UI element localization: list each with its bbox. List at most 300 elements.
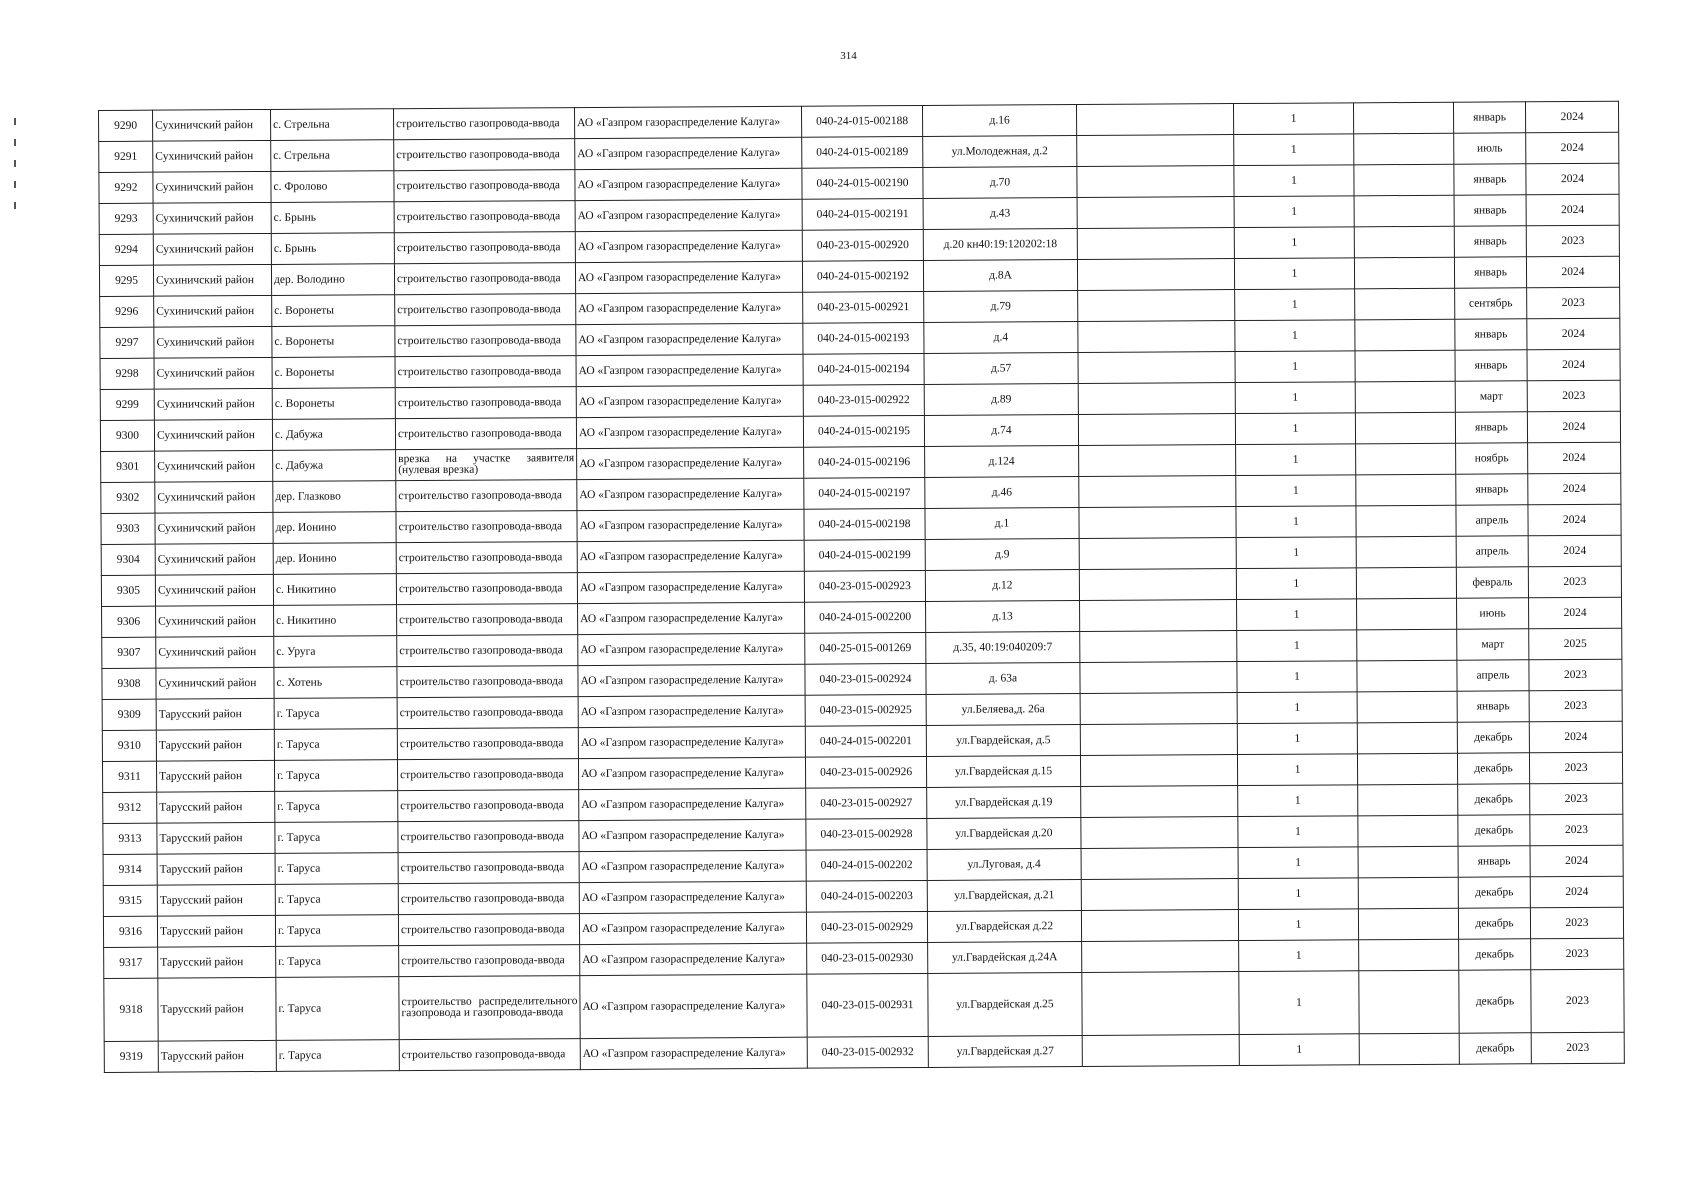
row-number: 9306 <box>102 606 156 637</box>
year-cell: 2025 <box>1529 628 1622 660</box>
year-cell: 2023 <box>1531 969 1624 1033</box>
district-cell: Тарусский район <box>158 1040 276 1072</box>
empty-cell <box>1357 722 1457 754</box>
object-code-cell: 040-23-015-002932 <box>807 1036 928 1068</box>
district-cell: Тарусский район <box>157 822 275 854</box>
year-cell: 2024 <box>1527 318 1620 350</box>
month-cell: январь <box>1454 164 1526 195</box>
district-cell: Сухиничский район <box>154 326 272 358</box>
registry-body <box>99 101 1625 1072</box>
district-cell: Сухиничский район <box>155 450 273 482</box>
district-cell: Сухиничский район <box>153 202 271 234</box>
locality-cell: г. Таруса <box>275 791 398 823</box>
scan-margin-marks <box>14 118 18 223</box>
district-cell: Тарусский район <box>156 729 274 761</box>
object-code-cell: 040-24-015-002200 <box>805 601 926 633</box>
year-cell: 2023 <box>1529 690 1622 722</box>
empty-cell <box>1359 1033 1459 1065</box>
organization-cell: АО «Газпром газораспределение Калуга» <box>577 571 804 603</box>
address-cell: д.13 <box>926 601 1080 633</box>
page-number: 314 <box>840 50 857 62</box>
address-cell: д.89 <box>924 384 1078 416</box>
work-type-cell: строительство газопровода-ввода <box>394 263 575 295</box>
empty-cell <box>1080 631 1237 663</box>
address-cell: ул.Беляева,д. 26а <box>926 694 1080 726</box>
work-type-cell: строительство газопровода-ввода <box>397 697 578 729</box>
empty-cell <box>1079 538 1236 570</box>
locality-cell: дер. Ионино <box>273 512 396 544</box>
organization-cell: АО «Газпром газораспределение Калуга» <box>576 292 803 324</box>
locality-cell: с. Дабужа <box>273 450 396 482</box>
address-cell: ул.Молодежная, д.2 <box>923 136 1077 168</box>
quantity-cell: 1 <box>1237 630 1357 662</box>
empty-cell <box>1078 352 1235 384</box>
work-type-cell: строительство газопровода-ввода <box>397 728 578 760</box>
object-code-cell: 040-24-015-002192 <box>802 260 923 292</box>
quantity-cell: 1 <box>1238 785 1358 817</box>
organization-cell: АО «Газпром газораспределение Калуга» <box>579 881 806 913</box>
empty-cell <box>1078 383 1235 415</box>
organization-cell: АО «Газпром газораспределение Калуга» <box>580 974 807 1038</box>
locality-cell: с. Дабужа <box>272 419 395 451</box>
locality-cell: с. Никитино <box>273 574 396 606</box>
work-type-cell: строительство газопровода-ввода <box>396 573 577 605</box>
quantity-cell: 1 <box>1235 320 1355 352</box>
object-code-cell: 040-23-015-002930 <box>807 942 928 974</box>
empty-cell <box>1358 877 1458 909</box>
row-number: 9314 <box>103 854 157 885</box>
address-cell: д.124 <box>925 446 1079 478</box>
organization-cell: АО «Газпром газораспределение Калуга» <box>576 323 803 355</box>
empty-cell <box>1081 879 1238 911</box>
work-type-cell: строительство газопровода-ввода <box>397 666 578 698</box>
table-row <box>104 969 1624 1041</box>
empty-cell <box>1078 321 1235 353</box>
work-type-cell: строительство газопровода-ввода <box>396 542 577 574</box>
year-cell: 2024 <box>1528 504 1621 536</box>
month-cell: ноябрь <box>1456 443 1528 474</box>
empty-cell <box>1077 135 1234 167</box>
empty-cell <box>1081 786 1238 818</box>
work-type-cell: строительство газопровода-ввода <box>398 790 579 822</box>
organization-cell: АО «Газпром газораспределение Калуга» <box>579 788 806 820</box>
address-cell: д.9 <box>925 539 1079 571</box>
district-cell: Сухиничский район <box>153 264 271 296</box>
locality-cell: с. Воронеты <box>272 326 395 358</box>
object-code-cell: 040-23-015-002921 <box>803 291 924 323</box>
object-code-cell: 040-23-015-002926 <box>805 756 926 788</box>
work-type-cell: строительство распределительного газопровода и газопровода-ввода <box>399 976 580 1040</box>
organization-cell: АО «Газпром газораспределение Калуга» <box>579 819 806 851</box>
empty-cell <box>1080 600 1237 632</box>
address-cell: ул.Гвардейская д.20 <box>927 818 1081 850</box>
quantity-cell: 1 <box>1235 351 1355 383</box>
locality-cell: г. Таруса <box>276 946 399 978</box>
quantity-cell: 1 <box>1237 661 1357 693</box>
locality-cell: дер. Глазково <box>273 481 396 513</box>
locality-cell: г. Таруса <box>276 977 399 1041</box>
month-cell: декабрь <box>1458 815 1530 846</box>
object-code-cell: 040-23-015-002931 <box>807 973 928 1037</box>
quantity-cell: 1 <box>1239 971 1359 1035</box>
organization-cell: АО «Газпром газораспределение Калуга» <box>577 478 804 510</box>
year-cell: 2024 <box>1529 721 1622 753</box>
empty-cell <box>1082 972 1239 1036</box>
month-cell: декабрь <box>1458 784 1530 815</box>
organization-cell: АО «Газпром газораспределение Калуга» <box>577 509 804 541</box>
work-type-cell: строительство газопровода-ввода <box>395 387 576 419</box>
empty-cell <box>1354 133 1454 165</box>
year-cell: 2024 <box>1528 473 1621 505</box>
object-code-cell: 040-24-015-002189 <box>802 136 923 168</box>
address-cell: ул.Гвардейская д.15 <box>926 756 1080 788</box>
district-cell: Сухиничский район <box>154 419 272 451</box>
empty-cell <box>1079 476 1236 508</box>
empty-cell <box>1356 443 1456 475</box>
empty-cell <box>1077 166 1234 198</box>
organization-cell: АО «Газпром газораспределение Калуга» <box>580 943 807 975</box>
address-cell: д.35, 40:19:040209:7 <box>926 632 1080 664</box>
address-cell: ул.Луговая, д.4 <box>927 849 1081 881</box>
row-number: 9311 <box>102 761 156 792</box>
empty-cell <box>1080 755 1237 787</box>
district-cell: Тарусский район <box>156 698 274 730</box>
empty-cell <box>1078 414 1235 446</box>
empty-cell <box>1355 412 1455 444</box>
empty-cell <box>1081 910 1238 942</box>
quantity-cell: 1 <box>1234 165 1354 197</box>
organization-cell: АО «Газпром газораспределение Калуга» <box>576 354 803 386</box>
month-cell: январь <box>1458 846 1530 877</box>
year-cell: 2023 <box>1530 783 1623 815</box>
month-cell: декабрь <box>1459 1033 1531 1064</box>
work-type-cell: строительство газопровода-ввода <box>395 356 576 388</box>
row-number: 9315 <box>103 885 157 916</box>
empty-cell <box>1082 1035 1239 1067</box>
district-cell: Сухиничский район <box>153 171 271 203</box>
month-cell: сентябрь <box>1455 288 1527 319</box>
work-type-cell: строительство газопровода-ввода <box>399 945 580 977</box>
row-number: 9305 <box>101 575 155 606</box>
work-type-cell: строительство газопровода-ввода <box>394 201 575 233</box>
year-cell: 2023 <box>1529 752 1622 784</box>
district-cell: Сухиничский район <box>156 605 274 637</box>
district-cell: Сухиничский район <box>153 109 271 141</box>
object-code-cell: 040-24-015-002201 <box>805 725 926 757</box>
row-number: 9300 <box>100 420 154 451</box>
empty-cell <box>1077 228 1234 260</box>
locality-cell: с. Брынь <box>271 202 394 234</box>
row-number: 9295 <box>99 265 153 296</box>
empty-cell <box>1082 941 1239 973</box>
address-cell: д.20 кн40:19:120202:18 <box>923 229 1077 261</box>
year-cell: 2024 <box>1527 349 1620 381</box>
month-cell: декабрь <box>1457 753 1529 784</box>
organization-cell: АО «Газпром газораспределение Калуга» <box>578 602 805 634</box>
row-number: 9309 <box>102 699 156 730</box>
organization-cell: АО «Газпром газораспределение Калуга» <box>578 757 805 789</box>
district-cell: Сухиничский район <box>155 512 273 544</box>
empty-cell <box>1357 660 1457 692</box>
object-code-cell: 040-23-015-002922 <box>803 384 924 416</box>
object-code-cell: 040-24-015-002197 <box>804 477 925 509</box>
work-type-cell: строительство газопровода-ввода <box>396 511 577 543</box>
month-cell: январь <box>1455 350 1527 381</box>
row-number: 9297 <box>100 327 154 358</box>
locality-cell: с. Стрельна <box>271 140 394 172</box>
quantity-cell: 1 <box>1234 258 1354 290</box>
address-cell: ул.Гвардейская д.22 <box>927 911 1081 943</box>
empty-cell <box>1356 536 1456 568</box>
year-cell: 2023 <box>1527 287 1620 319</box>
empty-cell <box>1356 567 1456 599</box>
district-cell: Тарусский район <box>157 915 275 947</box>
organization-cell: АО «Газпром газораспределение Калуга» <box>575 137 802 169</box>
address-cell: ул.Гвардейская д.25 <box>928 973 1082 1037</box>
organization-cell: АО «Газпром газораспределение Калуга» <box>578 726 805 758</box>
work-type-cell: строительство газопровода-ввода <box>394 139 575 171</box>
empty-cell <box>1357 753 1457 785</box>
year-cell: 2024 <box>1527 411 1620 443</box>
quantity-cell: 1 <box>1239 940 1359 972</box>
empty-cell <box>1081 817 1238 849</box>
organization-cell: АО «Газпром газораспределение Калуга» <box>575 261 802 293</box>
address-cell: д.79 <box>924 291 1078 323</box>
locality-cell: с. Хотень <box>274 667 397 699</box>
district-cell: Сухиничский район <box>156 636 274 668</box>
object-code-cell: 040-23-015-002927 <box>806 787 927 819</box>
year-cell: 2024 <box>1526 256 1619 288</box>
locality-cell: с. Воронеты <box>272 357 395 389</box>
year-cell: 2023 <box>1528 566 1621 598</box>
empty-cell <box>1354 257 1454 289</box>
month-cell: декабрь <box>1457 722 1529 753</box>
address-cell: ул.Гвардейская д.19 <box>927 787 1081 819</box>
organization-cell: АО «Газпром газораспределение Калуга» <box>574 106 801 138</box>
empty-cell <box>1356 474 1456 506</box>
empty-cell <box>1357 598 1457 630</box>
work-type-cell: строительство газопровода-ввода <box>398 883 579 915</box>
row-number: 9298 <box>100 358 154 389</box>
month-cell: апрель <box>1457 660 1529 691</box>
work-type-cell: строительство газопровода-ввода <box>398 914 579 946</box>
empty-cell <box>1080 662 1237 694</box>
object-code-cell: 040-23-015-002920 <box>802 229 923 261</box>
month-cell: декабрь <box>1459 939 1531 970</box>
locality-cell: с. Фролово <box>271 171 394 203</box>
object-code-cell: 040-24-015-002195 <box>803 415 924 447</box>
district-cell: Сухиничский район <box>155 574 273 606</box>
address-cell: д.16 <box>922 105 1076 137</box>
locality-cell: с. Уруга <box>274 636 397 668</box>
address-cell: д.46 <box>925 477 1079 509</box>
address-cell: д.43 <box>923 198 1077 230</box>
work-type-cell: строительство газопровода-ввода <box>396 480 577 512</box>
year-cell: 2024 <box>1530 845 1623 877</box>
address-cell: ул.Гвардейская д.24А <box>928 942 1082 974</box>
empty-cell <box>1355 381 1455 413</box>
empty-cell <box>1354 226 1454 258</box>
organization-cell: АО «Газпром газораспределение Калуга» <box>576 416 803 448</box>
empty-cell <box>1354 164 1454 196</box>
work-type-cell: строительство газопровода-ввода <box>395 294 576 326</box>
year-cell: 2024 <box>1526 163 1619 195</box>
locality-cell: г. Таруса <box>275 822 398 854</box>
district-cell: Тарусский район <box>157 884 275 916</box>
quantity-cell: 1 <box>1235 413 1355 445</box>
empty-cell <box>1355 350 1455 382</box>
empty-cell <box>1358 784 1458 816</box>
row-number: 9303 <box>101 513 155 544</box>
empty-cell <box>1359 970 1459 1034</box>
quantity-cell: 1 <box>1237 754 1357 786</box>
empty-cell <box>1079 445 1236 477</box>
year-cell: 2024 <box>1526 194 1619 226</box>
row-number: 9312 <box>103 792 157 823</box>
work-type-cell: строительство газопровода-ввода <box>394 232 575 264</box>
quantity-cell: 1 <box>1236 568 1356 600</box>
organization-cell: АО «Газпром газораспределение Калуга» <box>578 664 805 696</box>
address-cell: д.1 <box>925 508 1079 540</box>
empty-cell <box>1077 197 1234 229</box>
locality-cell: с. Стрельна <box>270 109 393 141</box>
work-type-cell: строительство газопровода-ввода <box>399 1039 580 1071</box>
locality-cell: г. Таруса <box>275 853 398 885</box>
address-cell: д.4 <box>924 322 1078 354</box>
object-code-cell: 040-24-015-002196 <box>804 446 925 478</box>
quantity-cell: 1 <box>1237 723 1357 755</box>
object-code-cell: 040-25-015-001269 <box>805 632 926 664</box>
empty-cell <box>1081 848 1238 880</box>
empty-cell <box>1078 290 1235 322</box>
locality-cell: г. Таруса <box>276 1040 399 1072</box>
district-cell: Тарусский район <box>156 760 274 792</box>
row-number: 9292 <box>99 172 153 203</box>
district-cell: Сухиничский район <box>154 357 272 389</box>
month-cell: декабрь <box>1458 877 1530 908</box>
work-type-cell: строительство газопровода-ввода <box>393 108 574 140</box>
empty-cell <box>1355 319 1455 351</box>
month-cell: январь <box>1455 412 1527 443</box>
quantity-cell: 1 <box>1235 289 1355 321</box>
empty-cell <box>1079 569 1236 601</box>
year-cell: 2023 <box>1531 1032 1624 1064</box>
address-cell: д.57 <box>924 353 1078 385</box>
row-number: 9310 <box>102 730 156 761</box>
work-type-cell: строительство газопровода-ввода <box>394 170 575 202</box>
month-cell: январь <box>1455 319 1527 350</box>
organization-cell: АО «Газпром газораспределение Калуга» <box>580 1037 807 1069</box>
object-code-cell: 040-23-015-002924 <box>805 663 926 695</box>
locality-cell: г. Таруса <box>275 884 398 916</box>
row-number: 9319 <box>104 1041 158 1072</box>
quantity-cell: 1 <box>1234 134 1354 166</box>
row-number: 9317 <box>104 947 158 978</box>
organization-cell: АО «Газпром газораспределение Калуга» <box>578 633 805 665</box>
locality-cell: дер. Володино <box>271 264 394 296</box>
locality-cell: г. Таруса <box>275 915 398 947</box>
year-cell: 2024 <box>1525 101 1618 133</box>
row-number: 9313 <box>103 823 157 854</box>
locality-cell: с. Воронеты <box>272 295 395 327</box>
address-cell: д.74 <box>924 415 1078 447</box>
quantity-cell: 1 <box>1237 692 1357 724</box>
organization-cell: АО «Газпром газораспределение Калуга» <box>577 447 804 479</box>
empty-cell <box>1358 908 1458 940</box>
locality-cell: с. Воронеты <box>272 388 395 420</box>
row-number: 9294 <box>99 234 153 265</box>
year-cell: 2024 <box>1528 535 1621 567</box>
work-type-cell: строительство газопровода-ввода <box>395 325 576 357</box>
district-cell: Сухиничский район <box>153 140 271 172</box>
row-number: 9296 <box>100 296 154 327</box>
object-code-cell: 040-23-015-002923 <box>804 570 925 602</box>
district-cell: Тарусский район <box>158 946 276 978</box>
empty-cell <box>1357 629 1457 661</box>
quantity-cell: 1 <box>1238 878 1358 910</box>
district-cell: Сухиничский район <box>154 388 272 420</box>
empty-cell <box>1077 259 1234 291</box>
row-number: 9293 <box>99 203 153 234</box>
district-cell: Сухиничский район <box>155 481 273 513</box>
address-cell: д. 63а <box>926 663 1080 695</box>
empty-cell <box>1358 815 1458 847</box>
year-cell: 2024 <box>1529 597 1622 629</box>
empty-cell <box>1356 505 1456 537</box>
month-cell: март <box>1457 629 1529 660</box>
year-cell: 2023 <box>1530 907 1623 939</box>
quantity-cell: 1 <box>1236 444 1356 476</box>
month-cell: апрель <box>1456 505 1528 536</box>
year-cell: 2023 <box>1530 814 1623 846</box>
object-code-cell: 040-24-015-002194 <box>803 353 924 385</box>
year-cell: 2023 <box>1529 659 1622 691</box>
month-cell: апрель <box>1456 536 1528 567</box>
address-cell: д.70 <box>923 167 1077 199</box>
district-cell: Тарусский район <box>157 791 275 823</box>
quantity-cell: 1 <box>1236 506 1356 538</box>
year-cell: 2024 <box>1530 876 1623 908</box>
object-code-cell: 040-24-015-002202 <box>806 849 927 881</box>
month-cell: январь <box>1454 257 1526 288</box>
address-cell: д.8А <box>923 260 1077 292</box>
object-code-cell: 040-24-015-002199 <box>804 539 925 571</box>
organization-cell: АО «Газпром газораспределение Калуга» <box>579 850 806 882</box>
month-cell: январь <box>1454 226 1526 257</box>
work-type-cell: строительство газопровода-ввода <box>398 852 579 884</box>
object-code-cell: 040-24-015-002190 <box>802 167 923 199</box>
locality-cell: с. Брынь <box>271 233 394 265</box>
year-cell: 2023 <box>1531 938 1624 970</box>
quantity-cell: 1 <box>1234 227 1354 259</box>
month-cell: январь <box>1454 195 1526 226</box>
organization-cell: АО «Газпром газораспределение Калуга» <box>579 912 806 944</box>
locality-cell: г. Таруса <box>274 760 397 792</box>
empty-cell <box>1080 693 1237 725</box>
work-type-cell: строительство газопровода-ввода <box>397 604 578 636</box>
organization-cell: АО «Газпром газораспределение Калуга» <box>577 540 804 572</box>
address-cell: ул.Гвардейская, д.21 <box>927 880 1081 912</box>
month-cell: январь <box>1456 474 1528 505</box>
row-number: 9290 <box>99 110 153 141</box>
quantity-cell: 1 <box>1237 599 1357 631</box>
year-cell: 2024 <box>1526 132 1619 164</box>
work-type-cell: строительство газопровода-ввода <box>395 418 576 450</box>
work-type-cell: врезка на участке заявителя (нулевая врезка) <box>396 449 577 481</box>
district-cell: Тарусский район <box>158 977 276 1041</box>
row-number: 9302 <box>101 482 155 513</box>
year-cell: 2023 <box>1526 225 1619 257</box>
